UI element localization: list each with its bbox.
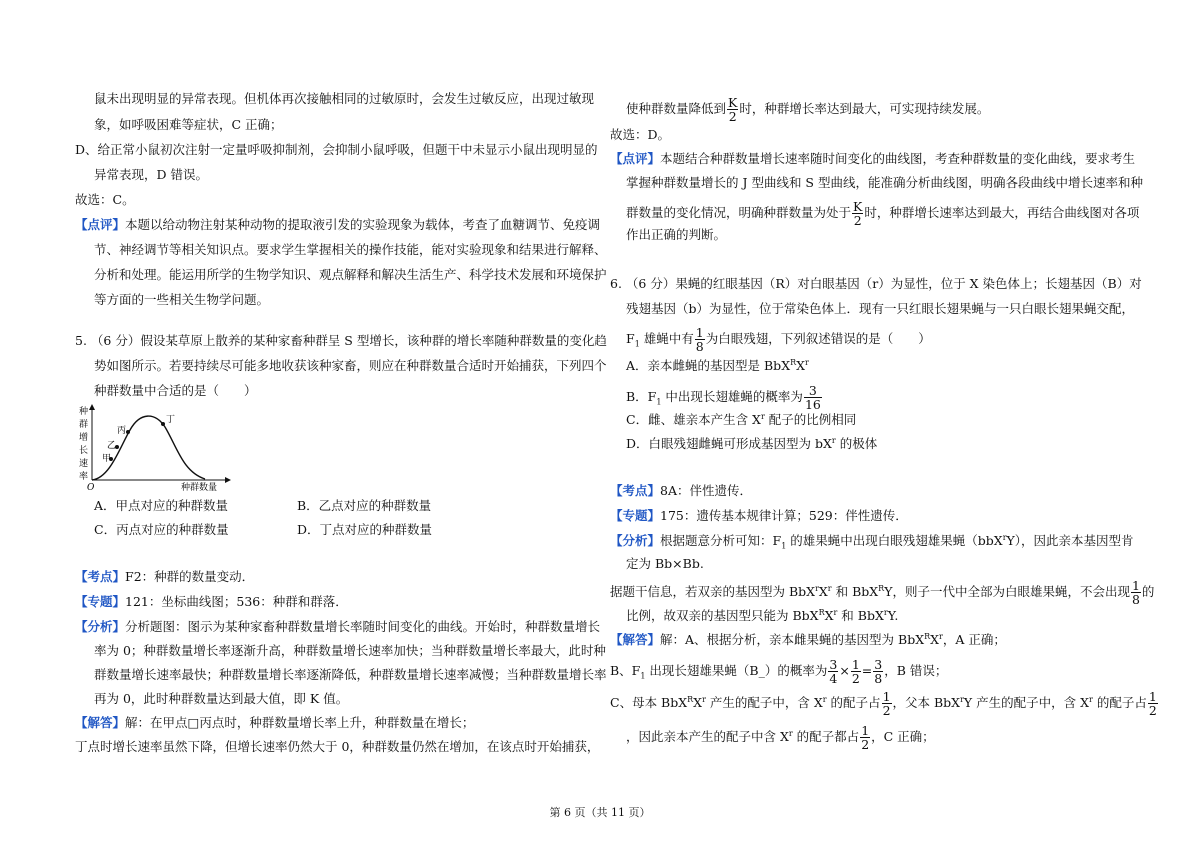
zhuanti-line: 【专题】175：遗传基本规律计算；529：伴性遗传． — [610, 508, 908, 523]
text-line: C、母本 $BbX^RX^r$ 产生的配子中，含 $X^r$ 的配子占 $\frac{1}{2}$ ，父本 BbX$^r$Y 产生的配子中，含 $X^r$ 的配子占 $\frac{1}{2}$ — [610, 689, 1157, 718]
text-line: 群数量增长速率最快；种群数量增长率逐渐降低，种群数量增长速率减慢；当种群数量增长率 — [94, 667, 607, 682]
option-b: B．乙点对应的种群数量 — [297, 498, 432, 513]
point-label-yi: 乙 — [107, 441, 117, 451]
text-line: 掌握种群数量增长的 J 型曲线和 S 型曲线，能准确分析曲线图，明确各段曲线中增长速率和种 — [626, 175, 1143, 190]
jieda-line: 【解答】解：A、根据分析，亲本雌果蝇的基因型为 $BbX^RX^r$，A 正确； — [610, 631, 1006, 647]
kaodian-tag: 【考点】 — [610, 483, 661, 498]
question-6-stem: 6. （6 分）果蝇的红眼基因（R）对白眼基因（r）为显性，位于 X 染色体上；长翅基因（B）对 — [610, 276, 1142, 291]
dianping-line: 【点评】本题结合种群数量增长速率随时间变化的曲线图，考查种群数量的变化曲线，要求考生 — [610, 151, 1136, 166]
text-line: 比例，故双亲的基因型只能为 $BbX^RX^r$ 和 BbX$^r$Y. — [626, 607, 899, 623]
fenxi-tag: 【分析】 — [75, 619, 126, 634]
text-line: 象，如呼吸困难等症状，C 正确； — [94, 117, 283, 132]
y-label-char: 群 — [79, 420, 89, 430]
text-line: 作出正确的判断。 — [626, 227, 727, 242]
text-line: 异常表现，D 错误。 — [94, 167, 208, 182]
dianping-tag: 【点评】 — [610, 151, 661, 166]
text-line: $F_1$ 雄蝇中有 $\frac{1}{8}$ 为白眼残翅，下列叙述错误的是（ ） — [626, 325, 931, 354]
jieda-line: 【解答】解：在甲点□丙点时，种群数量增长率上升，种群数量在增长； — [75, 715, 475, 730]
text-line: B、$F_1$ 出现长翅雄果蝇（B_）的概率为 $\frac{3}{4}$ × $\frac{1}{2}$ = $\frac{3}{8}$ ，B 错误； — [610, 657, 948, 686]
y-axis-arrow — [89, 404, 95, 410]
page-footer: 第 6 页（共 11 页） — [549, 806, 651, 819]
fraction-k-over-2: $\frac{K}{2}$ — [728, 95, 738, 124]
fenxi-line: 【分析】根据题意分析可知：$F_1$ 的雄果蝇中出现白眼残翅雄果蝇（bbX$^r$Y），因此亲本基因型肯 — [610, 532, 1134, 551]
text-line: 分析和处理。能运用所学的生物学知识、观点解释和解决生活生产、科学技术发展和环境保护 — [94, 267, 607, 282]
fraction-1-over-2: $\frac{1}{2}$ — [1148, 689, 1157, 718]
kaodian-line: 【考点】F2：种群的数量变动． — [75, 569, 255, 584]
option-c: C．丙点对应的种群数量 — [94, 522, 229, 537]
text-line: 等方面的一些相关生物学问题。 — [94, 292, 270, 307]
comment-tag: 【点评】 — [75, 217, 126, 232]
text-line: D、给正常小鼠初次注射一定量呼吸抑制剂，会抑制小鼠呼吸，但题干中未显示小鼠出现明显的 — [75, 142, 598, 157]
text-line: 故选：C。 — [75, 192, 135, 207]
zhuanti-tag: 【专题】 — [610, 508, 661, 523]
x-axis-label: 种群数量 — [181, 483, 218, 492]
point-label-jia: 甲 — [102, 454, 112, 464]
text-line: 故选：D。 — [610, 127, 671, 142]
jieda-tag: 【解答】 — [75, 715, 126, 730]
text-line: 率为 0；种群数量增长率逐渐升高，种群数量增长速率加快；当种群数量增长率最大，此时种 — [94, 643, 606, 658]
text-line: 势如图所示。若要持续尽可能多地收获该种家畜，则应在种群数量合适时开始捕获，下列四个 — [94, 358, 607, 373]
fraction-1-over-8: $\frac{1}{8}$ — [695, 325, 704, 354]
y-label-char: 种 — [79, 407, 89, 417]
point-label-ding: 丁 — [166, 415, 176, 425]
text-line: 鼠未出现明显的异常表现。但机体再次接触相同的过敏原时，会发生过敏反应，出现过敏现 — [94, 91, 595, 106]
y-label-char: 率 — [79, 472, 89, 482]
fraction-1-over-2: $\frac{1}{2}$ — [882, 689, 891, 718]
option-d: D．白眼残翅雌蝇可形成基因型为 $bX^r$ 的极体 — [626, 435, 878, 451]
text-line: 种群数量中合适的是（ ） — [94, 383, 257, 398]
text-line: 残翅基因（b）为显性，位于常染色体上．现有一只红眼长翅果蝇与一只白眼长翅果蝇交配， — [626, 301, 1135, 316]
option-c: C．雌、雄亲本产生含 $X^r$ 配子的比例相同 — [626, 411, 857, 427]
text-line: 使种群数量降低到 $\frac{K}{2}$ 时，种群增长率达到最大，可实现持续发展。 — [626, 95, 990, 124]
text-line: 群数量的变化情况，明确种群数量为处于 $\frac{K}{2}$ 时，种群增长速率达到最大，再结合曲线图对各项 — [626, 199, 1140, 228]
fraction-3-over-4: $\frac{3}{4}$ — [829, 657, 838, 686]
y-label-char: 增 — [79, 433, 89, 443]
fraction-1-over-2: $\frac{1}{2}$ — [851, 657, 860, 686]
zhuanti-line: 【专题】121：坐标曲线图；536：种群和群落． — [75, 594, 348, 609]
option-a: A．甲点对应的种群数量 — [94, 498, 229, 513]
text-line: 节、神经调节等相关知识点。要求学生掌握相关的操作技能，能对实验现象和结果进行解释、 — [94, 242, 607, 257]
fraction-1-over-8: $\frac{1}{8}$ — [1131, 578, 1140, 607]
fraction-1-over-2: $\frac{1}{2}$ — [861, 723, 870, 752]
fenxi-line: 【分析】分析题图：图示为某种家畜种群数量增长率随时间变化的曲线。开始时，种群数量增长 — [75, 619, 601, 634]
text-line: 据题干信息，若双亲的基因型为 $BbX^rX^r$ 和 BbX$^R$Y，则子一代中全部为白眼雄果蝇，不会出现 $\frac{1}{8}$ 的 — [610, 578, 1155, 607]
jieda-tag: 【解答】 — [610, 632, 661, 647]
text-line: 再为 0，此时种群数量达到最大值，即 K 值。 — [94, 691, 349, 706]
kaodian-tag: 【考点】 — [75, 569, 126, 584]
option-d: D．丁点对应的种群数量 — [297, 522, 433, 537]
text-line: 定为 Bb×Bb. — [626, 556, 704, 571]
comment-line: 【点评】本题以给动物注射某种动物的提取液引发的实验现象为载体，考查了血糖调节、免疫调 — [75, 217, 601, 232]
fraction-3-over-16: $\frac{3}{16}$ — [804, 383, 821, 412]
text-line: 丁点时增长速率虽然下降，但增长速率仍然大于 0，种群数量仍然在增加，在该点时开始捕获， — [75, 739, 600, 754]
option-a: A．亲本雌蝇的基因型是 $BbX^RX^r$ — [626, 357, 809, 373]
point-ding — [161, 422, 165, 426]
fraction-k-over-2: $\frac{K}{2}$ — [853, 199, 863, 228]
zhuanti-tag: 【专题】 — [75, 594, 126, 609]
text-line: ，因此亲本产生的配子中含 $X^r$ 的配子都占 $\frac{1}{2}$ ，C 正确； — [626, 723, 935, 752]
y-label-char: 长 — [79, 446, 89, 456]
fraction-3-over-8: $\frac{3}{8}$ — [874, 657, 883, 686]
question-5-stem: 5. （6 分）假设某草原上散养的某种家畜种群呈 S 型增长，该种群的增长率随种群数量的变化趋 — [75, 333, 607, 348]
fenxi-tag: 【分析】 — [610, 533, 661, 548]
growth-rate-curve-figure — [75, 402, 235, 492]
kaodian-line: 【考点】8A：伴性遗传． — [610, 483, 752, 498]
option-b: B．$F_1$ 中出现长翅雄蝇的概率为 $\frac{3}{16}$ — [626, 383, 821, 412]
origin-label: O — [87, 483, 95, 492]
y-label-char: 速 — [79, 459, 89, 469]
point-bing — [126, 430, 130, 434]
x-axis-arrow — [225, 477, 231, 483]
point-label-bing: 丙 — [117, 426, 127, 436]
